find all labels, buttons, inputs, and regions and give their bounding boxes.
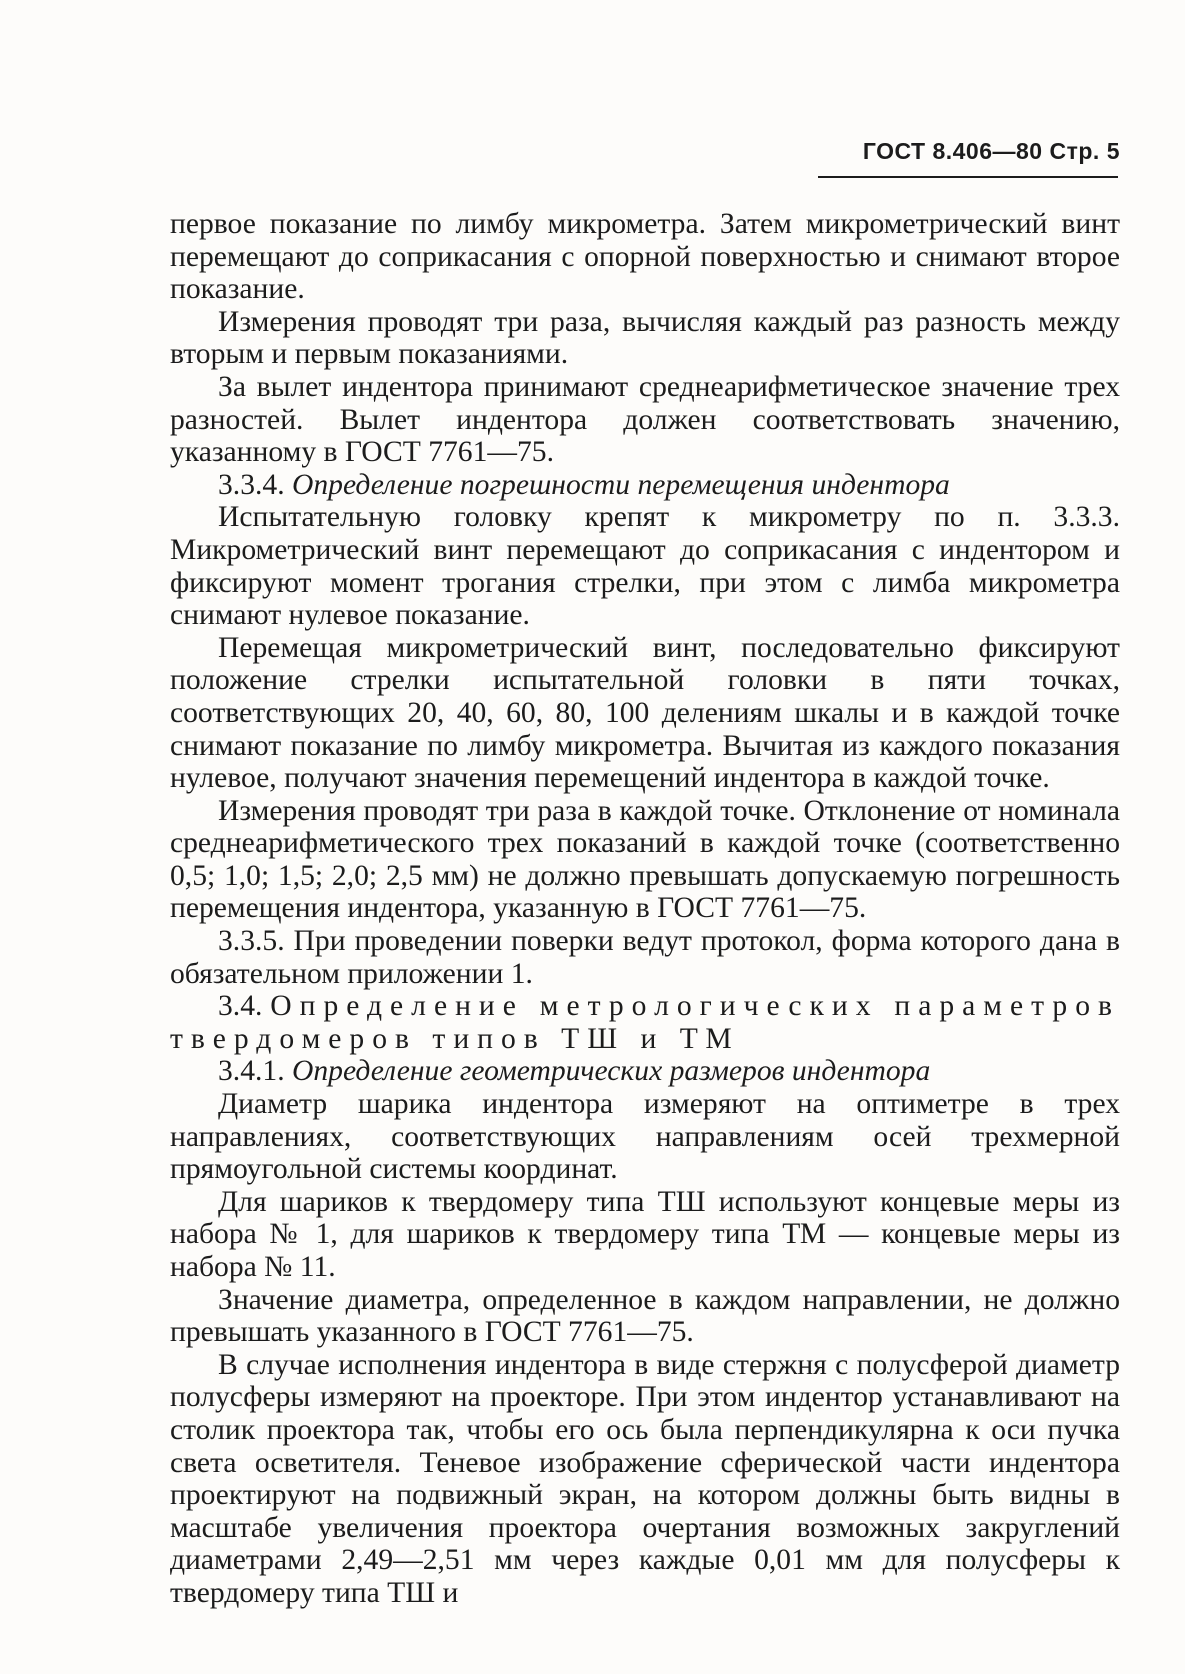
paragraph-3-3-5: 3.3.5. При проведении поверки ведут протокол, форма которого дана в обязательном приложении 1. [170, 925, 1120, 990]
section-number: 3.3.4. [218, 468, 285, 501]
section-number: 3.4.1. [218, 1055, 285, 1088]
paragraph: Перемещая микрометрический винт, последовательно фиксируют положение стрелки испытательной головки в пяти точках, соответствующих 20, 40, 60, 80, 100 делениям шкалы и в каждой точке снимают показание по лимбу микрометра. Вычитая из каждого показания нулевое, получают значения перемещений индентора в каждой точке. [170, 631, 1120, 795]
paragraph: Измерения проводят три раза в каждой точке. Отклонение от номинала среднеарифметического трех показаний в каждой точке (соответственно 0,5; 1,0; 1,5; 2,0; 2,5 мм) не должно превышать допускаемую погрешность перемещения индентора, указанную в ГОСТ 7761—75. [170, 794, 1120, 925]
paragraph: Значение диаметра, определенное в каждом направлении, не должно превышать указанного в ГОСТ 7761—75. [170, 1283, 1120, 1349]
header-rule [818, 176, 1118, 178]
running-header: ГОСТ 8.406—80 Стр. 5 [862, 138, 1120, 164]
section-title: Определение погрешности перемещения индентора [292, 468, 950, 501]
paragraph: Испытательную головку крепят к микрометру по п. 3.3.3. Микрометрический винт перемещают до соприкасания с индентором и фиксируют момент трогания стрелки, при этом с лимба микрометра снимают нулевое показание. [170, 501, 1120, 632]
paragraph: Измерения проводят три раза, вычисляя каждый раз разность между вторым и первым показаниями. [170, 305, 1120, 371]
section-heading-3-4 [170, 990, 1120, 1055]
section-heading-3-3-4 [170, 469, 1120, 502]
section-number: 3.4. [218, 990, 263, 1023]
paragraph: первое показание по лимбу микрометра. Затем микрометрический винт перемещают до соприкасания с опорной поверхностью и снимают второе показание. [170, 208, 1120, 306]
page-body [170, 208, 1120, 1610]
paragraph: Для шариков к твердомеру типа ТШ используют концевые меры из набора № 1, для шариков к твердомеру типа ТМ — концевые меры из набора № 11. [170, 1185, 1120, 1283]
paragraph: В случае исполнения индентора в виде стержня с полусферой диаметр полусферы измеряют на проекторе. При этом индентор устанавливают на столик проектора так, чтобы его ось была перпендикулярна к оси пучка света осветителя. Теневое изображение сферической части индентора проектируют на подвижный экран, на котором должны быть видны в масштабе увеличения проектора очертания возможных закруглений диаметрами 2,49—2,51 мм через каждые 0,01 мм для полусферы к твердомеру типа ТШ и [170, 1348, 1120, 1609]
paragraph: Диаметр шарика индентора измеряют на оптиметре в трех направлениях, соответствующих направлениям осей трехмерной прямоугольной системы координат. [170, 1088, 1120, 1186]
section-title: Определение метрологических параметров твердомеров типов ТШ и ТМ [170, 990, 1120, 1055]
section-heading-3-4-1 [170, 1055, 1120, 1088]
section-title: Определение геометрических размеров индентора [292, 1055, 931, 1088]
paragraph: За вылет индентора принимают среднеарифметическое значение трех разностей. Вылет индентора должен соответствовать значению, указанному в ГОСТ 7761—75. [170, 370, 1120, 469]
